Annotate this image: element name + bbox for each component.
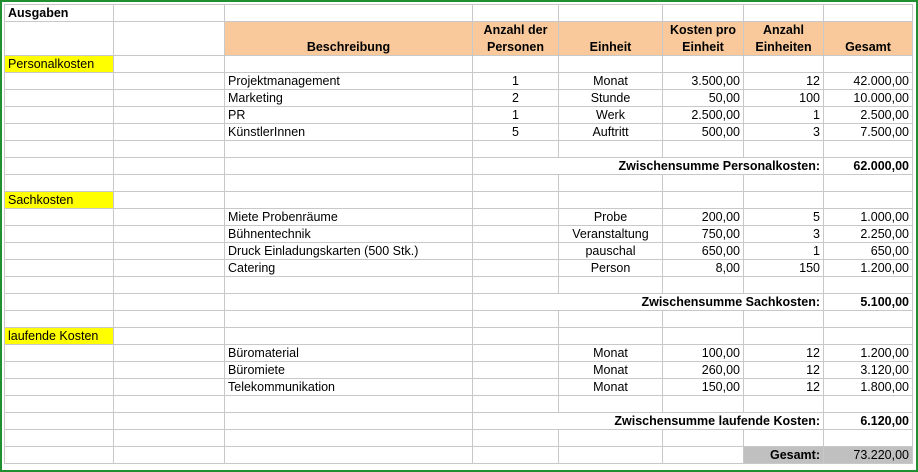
item-quantity[interactable]: 3 <box>744 124 824 141</box>
cell[interactable] <box>5 430 114 447</box>
item-unit[interactable]: Monat <box>559 345 663 362</box>
cell[interactable] <box>5 345 114 362</box>
cell[interactable] <box>5 260 114 277</box>
item-quantity[interactable]: 12 <box>744 345 824 362</box>
cell[interactable] <box>473 396 559 413</box>
item-persons[interactable] <box>473 362 559 379</box>
cell[interactable] <box>559 56 663 73</box>
item-cost-per-unit[interactable]: 260,00 <box>663 362 744 379</box>
cell[interactable] <box>114 22 225 56</box>
header-anzahl-einheiten[interactable] <box>744 22 824 56</box>
item-unit[interactable]: Stunde <box>559 90 663 107</box>
item-total[interactable]: 1.200,00 <box>824 260 913 277</box>
cell[interactable] <box>114 430 225 447</box>
cell[interactable] <box>114 345 225 362</box>
cell[interactable] <box>114 107 225 124</box>
cell[interactable] <box>473 277 559 294</box>
item-description[interactable]: Büromiete <box>225 362 473 379</box>
item-persons[interactable] <box>473 379 559 396</box>
cell[interactable] <box>559 430 663 447</box>
item-total[interactable]: 2.250,00 <box>824 226 913 243</box>
item-unit[interactable]: pauschal <box>559 243 663 260</box>
cell[interactable] <box>473 192 559 209</box>
item-total[interactable]: 650,00 <box>824 243 913 260</box>
item-description[interactable]: Druck Einladungskarten (500 Stk.) <box>225 243 473 260</box>
item-total[interactable]: 1.000,00 <box>824 209 913 226</box>
cell[interactable] <box>114 90 225 107</box>
cell[interactable] <box>473 328 559 345</box>
cell[interactable] <box>473 141 559 158</box>
subtotal-value[interactable]: 62.000,00 <box>824 158 913 175</box>
item-quantity[interactable]: 12 <box>744 73 824 90</box>
cell[interactable] <box>5 447 114 464</box>
cell[interactable] <box>663 311 744 328</box>
cell[interactable] <box>225 277 473 294</box>
cell[interactable] <box>559 396 663 413</box>
cell[interactable] <box>225 175 473 192</box>
cell[interactable] <box>5 226 114 243</box>
header-anzahl-einheiten-line2: Einheiten <box>755 40 812 54</box>
subtotal-label[interactable]: Zwischensumme Personalkosten: <box>473 158 824 175</box>
cell[interactable] <box>5 379 114 396</box>
cell[interactable] <box>5 413 114 430</box>
item-unit[interactable]: Auftritt <box>559 124 663 141</box>
item-description[interactable]: Marketing <box>225 90 473 107</box>
header-anzahl-personen-line1: Anzahl der <box>483 23 548 37</box>
cell[interactable] <box>744 5 824 22</box>
item-persons[interactable]: 1 <box>473 73 559 90</box>
header-gesamt-label: Gesamt <box>845 40 891 54</box>
cell[interactable] <box>114 243 225 260</box>
cell[interactable] <box>225 141 473 158</box>
item-persons[interactable] <box>473 345 559 362</box>
cell[interactable] <box>114 73 225 90</box>
item-persons[interactable] <box>473 226 559 243</box>
item-quantity[interactable]: 3 <box>744 226 824 243</box>
category-label[interactable]: Personalkosten <box>5 56 114 73</box>
cell[interactable] <box>473 430 559 447</box>
item-persons[interactable]: 2 <box>473 90 559 107</box>
item-description[interactable]: KünstlerInnen <box>225 124 473 141</box>
item-unit[interactable]: Werk <box>559 107 663 124</box>
cell[interactable] <box>5 311 114 328</box>
item-persons[interactable] <box>473 260 559 277</box>
item-unit[interactable]: Monat <box>559 362 663 379</box>
cell[interactable] <box>559 5 663 22</box>
item-total[interactable]: 7.500,00 <box>824 124 913 141</box>
cell[interactable] <box>114 5 225 22</box>
cell[interactable] <box>744 396 824 413</box>
cell[interactable] <box>225 192 473 209</box>
cell[interactable] <box>114 141 225 158</box>
cell[interactable] <box>663 430 744 447</box>
grand-total-label[interactable]: Gesamt: <box>744 447 824 464</box>
cell[interactable] <box>744 430 824 447</box>
item-unit[interactable]: Veranstaltung <box>559 226 663 243</box>
cell[interactable] <box>744 141 824 158</box>
header-einheit[interactable] <box>559 22 663 56</box>
cell[interactable] <box>114 158 225 175</box>
cell[interactable] <box>225 311 473 328</box>
cell[interactable] <box>663 192 744 209</box>
cell[interactable] <box>5 294 114 311</box>
category-label[interactable]: Sachkosten <box>5 192 114 209</box>
cell[interactable] <box>663 56 744 73</box>
item-unit[interactable]: Monat <box>559 379 663 396</box>
cell[interactable] <box>114 311 225 328</box>
cell[interactable] <box>663 141 744 158</box>
cell[interactable] <box>663 328 744 345</box>
cell[interactable] <box>744 192 824 209</box>
cell[interactable] <box>559 175 663 192</box>
item-unit[interactable]: Probe <box>559 209 663 226</box>
item-description[interactable]: Catering <box>225 260 473 277</box>
cell[interactable] <box>5 277 114 294</box>
cell[interactable] <box>5 396 114 413</box>
spreadsheet-grid <box>4 4 913 464</box>
cell[interactable] <box>744 175 824 192</box>
cell[interactable] <box>559 311 663 328</box>
cell[interactable] <box>225 294 473 311</box>
item-cost-per-unit[interactable]: 650,00 <box>663 243 744 260</box>
item-cost-per-unit[interactable]: 3.500,00 <box>663 73 744 90</box>
item-cost-per-unit[interactable]: 750,00 <box>663 226 744 243</box>
item-total[interactable]: 3.120,00 <box>824 362 913 379</box>
cell[interactable] <box>824 328 913 345</box>
item-persons[interactable]: 1 <box>473 107 559 124</box>
item-quantity[interactable]: 1 <box>744 107 824 124</box>
cell[interactable] <box>824 141 913 158</box>
cell[interactable] <box>5 22 114 56</box>
cell[interactable] <box>114 56 225 73</box>
cell[interactable] <box>663 447 744 464</box>
cell[interactable] <box>824 192 913 209</box>
cell[interactable] <box>114 209 225 226</box>
cell[interactable] <box>5 90 114 107</box>
header-kosten-pro-einheit[interactable] <box>663 22 744 56</box>
cell[interactable] <box>225 56 473 73</box>
cell[interactable] <box>5 175 114 192</box>
item-quantity[interactable]: 12 <box>744 362 824 379</box>
cell[interactable] <box>559 192 663 209</box>
cell[interactable] <box>824 175 913 192</box>
subtotal-value[interactable]: 6.120,00 <box>824 413 913 430</box>
header-beschreibung[interactable] <box>225 22 473 56</box>
cell[interactable] <box>5 209 114 226</box>
cell[interactable] <box>559 277 663 294</box>
subtotal-value[interactable]: 5.100,00 <box>824 294 913 311</box>
cell[interactable] <box>5 141 114 158</box>
cell[interactable] <box>473 175 559 192</box>
item-description[interactable]: PR <box>225 107 473 124</box>
cell[interactable] <box>663 5 744 22</box>
header-gesamt[interactable] <box>824 22 913 56</box>
cell[interactable] <box>5 73 114 90</box>
cell[interactable] <box>114 362 225 379</box>
item-quantity[interactable]: 1 <box>744 243 824 260</box>
item-unit[interactable]: Person <box>559 260 663 277</box>
item-cost-per-unit[interactable]: 200,00 <box>663 209 744 226</box>
cell[interactable] <box>663 175 744 192</box>
cell[interactable] <box>225 413 473 430</box>
cell[interactable] <box>663 277 744 294</box>
cell[interactable] <box>225 430 473 447</box>
item-cost-per-unit[interactable]: 150,00 <box>663 379 744 396</box>
cell[interactable] <box>824 277 913 294</box>
item-quantity[interactable]: 100 <box>744 90 824 107</box>
grand-total-value[interactable]: 73.220,00 <box>824 447 913 464</box>
cell[interactable] <box>824 430 913 447</box>
item-total[interactable]: 42.000,00 <box>824 73 913 90</box>
cell[interactable] <box>114 192 225 209</box>
item-description[interactable]: Bühnentechnik <box>225 226 473 243</box>
cell[interactable] <box>225 447 473 464</box>
cell[interactable] <box>559 447 663 464</box>
cell[interactable] <box>5 243 114 260</box>
cell[interactable] <box>663 396 744 413</box>
cell[interactable] <box>5 124 114 141</box>
cell[interactable] <box>5 107 114 124</box>
cell[interactable] <box>824 396 913 413</box>
cell[interactable] <box>824 5 913 22</box>
cell[interactable] <box>114 447 225 464</box>
cell[interactable] <box>744 328 824 345</box>
item-cost-per-unit[interactable]: 50,00 <box>663 90 744 107</box>
cell[interactable] <box>114 124 225 141</box>
item-cost-per-unit[interactable]: 100,00 <box>663 345 744 362</box>
cell[interactable] <box>473 5 559 22</box>
item-cost-per-unit[interactable]: 8,00 <box>663 260 744 277</box>
item-persons[interactable]: 5 <box>473 124 559 141</box>
header-anzahl-personen-line2: Personen <box>487 40 544 54</box>
item-quantity[interactable]: 12 <box>744 379 824 396</box>
item-unit[interactable]: Monat <box>559 73 663 90</box>
item-description[interactable]: Telekommunikation <box>225 379 473 396</box>
item-total[interactable]: 10.000,00 <box>824 90 913 107</box>
header-kosten-line2: Einheit <box>682 40 724 54</box>
category-label[interactable]: laufende Kosten <box>5 328 114 345</box>
cell[interactable] <box>559 328 663 345</box>
cell[interactable] <box>114 277 225 294</box>
item-persons[interactable] <box>473 209 559 226</box>
cell[interactable] <box>5 158 114 175</box>
cell[interactable] <box>473 311 559 328</box>
cell[interactable] <box>225 158 473 175</box>
cell[interactable] <box>473 56 559 73</box>
cell[interactable] <box>114 328 225 345</box>
cell[interactable] <box>744 277 824 294</box>
item-description[interactable]: Büromaterial <box>225 345 473 362</box>
header-kosten-line1: Kosten pro <box>670 23 736 37</box>
item-total[interactable]: 1.200,00 <box>824 345 913 362</box>
cell[interactable] <box>225 396 473 413</box>
cell[interactable] <box>114 226 225 243</box>
item-total[interactable]: 2.500,00 <box>824 107 913 124</box>
subtotal-label[interactable]: Zwischensumme laufende Kosten: <box>473 413 824 430</box>
cell[interactable] <box>744 56 824 73</box>
item-description[interactable]: Miete Probenräume <box>225 209 473 226</box>
cell[interactable] <box>5 362 114 379</box>
cell[interactable] <box>114 175 225 192</box>
cell[interactable] <box>114 379 225 396</box>
subtotal-label[interactable]: Zwischensumme Sachkosten: <box>473 294 824 311</box>
item-quantity[interactable]: 150 <box>744 260 824 277</box>
item-description[interactable]: Projektmanagement <box>225 73 473 90</box>
item-persons[interactable] <box>473 243 559 260</box>
header-einheit-label: Einheit <box>589 40 632 54</box>
cell[interactable] <box>114 413 225 430</box>
cell[interactable] <box>559 141 663 158</box>
item-cost-per-unit[interactable]: 500,00 <box>663 124 744 141</box>
cell[interactable] <box>473 447 559 464</box>
header-beschreibung-label: Beschreibung <box>306 40 391 54</box>
cell[interactable] <box>824 56 913 73</box>
cell[interactable] <box>114 294 225 311</box>
cell[interactable] <box>114 260 225 277</box>
cell[interactable] <box>824 311 913 328</box>
item-total[interactable]: 1.800,00 <box>824 379 913 396</box>
cell[interactable] <box>225 328 473 345</box>
cell[interactable] <box>225 5 473 22</box>
item-cost-per-unit[interactable]: 2.500,00 <box>663 107 744 124</box>
item-quantity[interactable]: 5 <box>744 209 824 226</box>
header-anzahl-einheiten-line1: Anzahl <box>763 23 804 37</box>
cell[interactable] <box>744 311 824 328</box>
sheet-title[interactable]: Ausgaben <box>5 5 114 22</box>
cell[interactable] <box>114 396 225 413</box>
header-anzahl-personen[interactable] <box>473 22 559 56</box>
